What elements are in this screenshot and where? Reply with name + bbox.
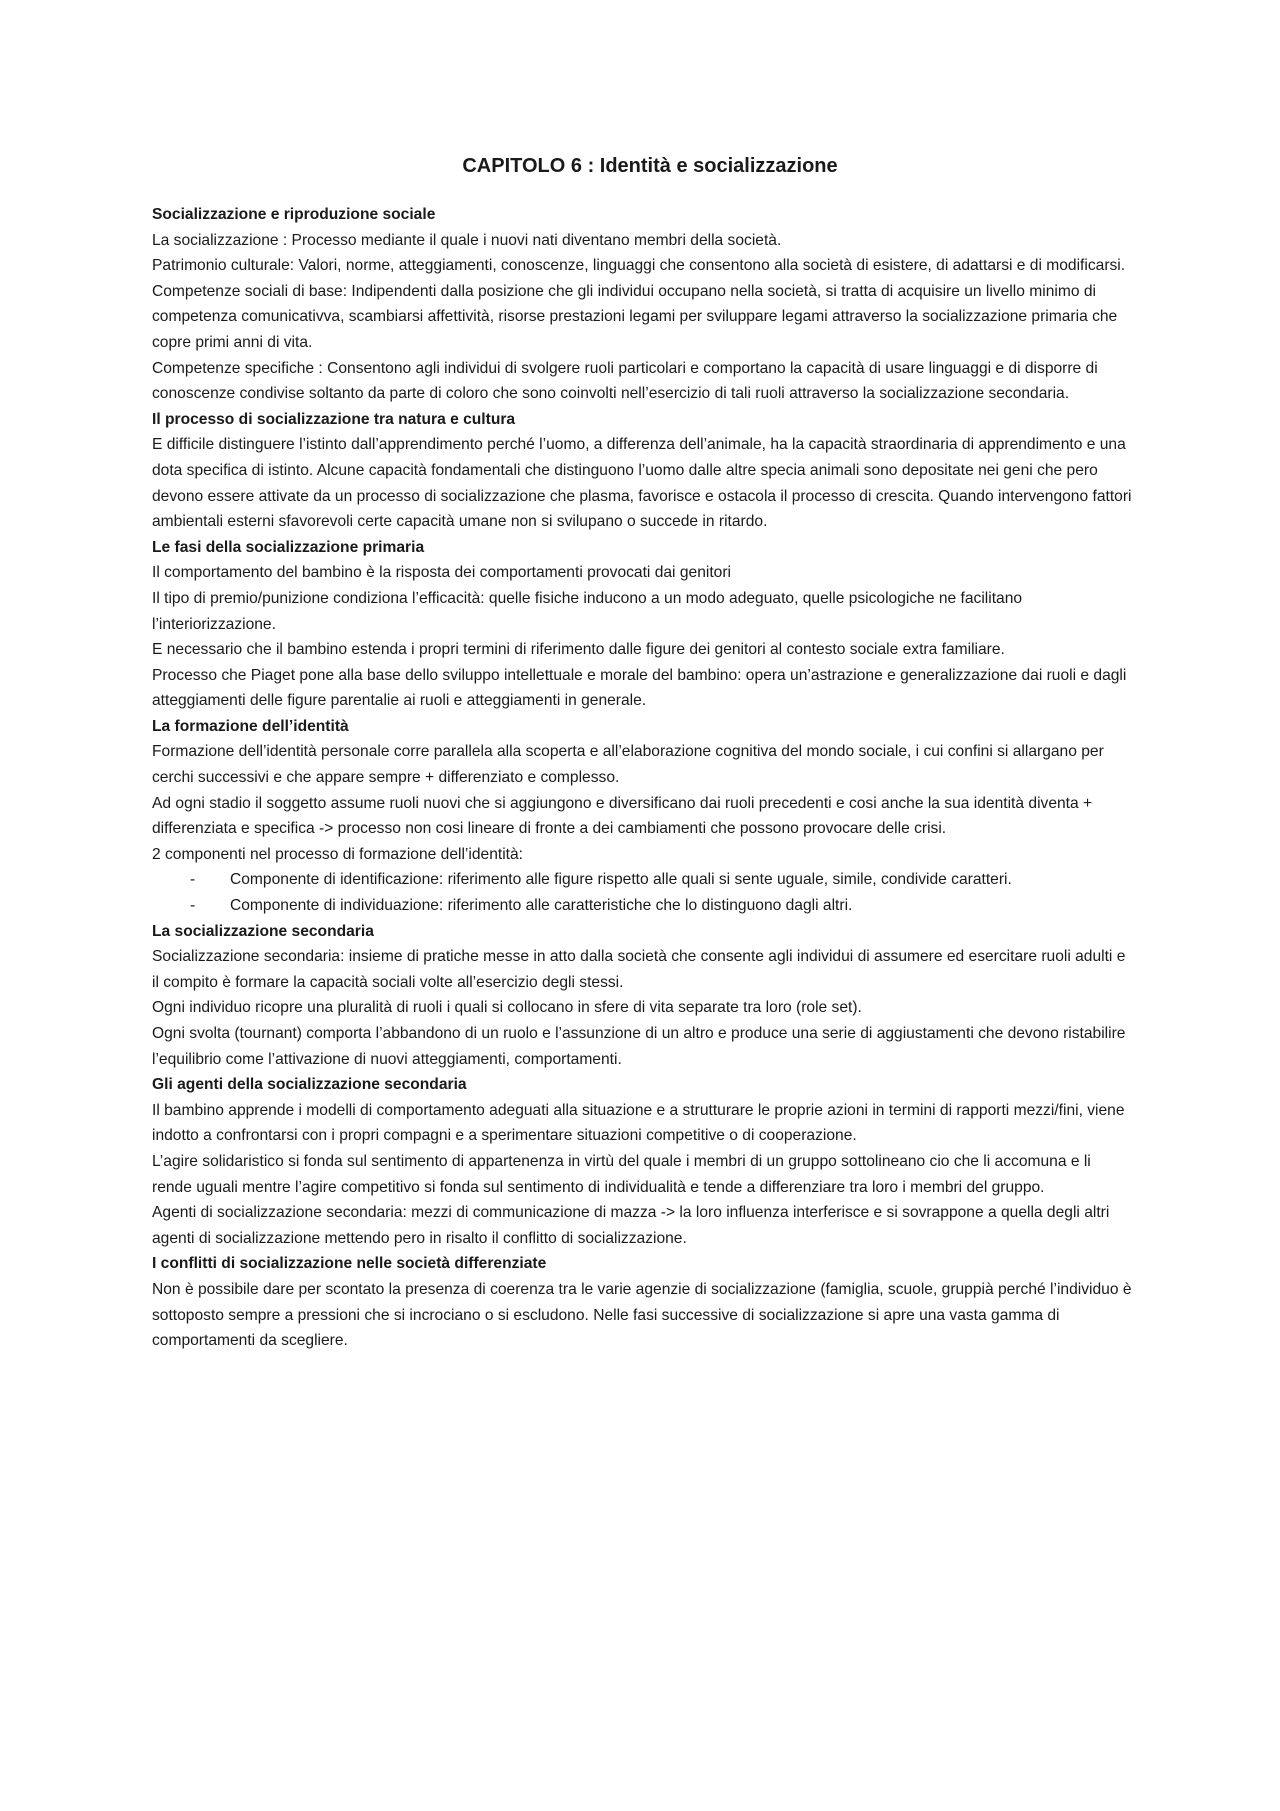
section	[152, 202, 1132, 407]
list-item-text: Componente di identificazione: riferimento alle figure rispetto alle quali si sente uguale, simile, condivide caratteri.	[230, 871, 1012, 889]
paragraph: Il comportamento del bambino è la risposta dei comportamenti provocati dai genitori	[152, 564, 732, 582]
paragraph: Patrimonio culturale: Valori, norme, atteggiamenti, conoscenze, linguaggi che consentono alla società di esistere, di adattarsi e di modificarsi.	[152, 257, 1126, 275]
paragraph: Ogni svolta (tournant) comporta l’abbandono di un ruolo e l’assunzione di un altro e produce una serie di aggiustamenti che devono ristabilire l’equilibrio come l’attivazione di nuovi atteggiamenti, comportamenti.	[152, 1025, 1126, 1068]
section	[152, 919, 1132, 1073]
paragraph: Il tipo di premio/punizione condiziona l’efficacità: quelle fisiche inducono a un modo adeguato, quelle psicologiche ne facilitano l’interiorizzazione.	[152, 589, 1023, 633]
section-heading: I conflitti di socializzazione nelle società differenziate	[152, 1255, 547, 1273]
paragraph: Formazione dell’identità personale corre parallela alla scoperta e all’elaborazione cognitiva del mondo sociale, i cui confini si allargano per cerchi successivi e che appare sempre + differenziato e complesso.	[152, 743, 1104, 787]
page-title: CAPITOLO 6 : Identità e socializzazione	[462, 155, 838, 177]
paragraph: E difficile distinguere l’istinto dall’apprendimento perché l’uomo, a differenza dell’animale, ha la capacità straordinaria di apprendimento e una dota specifica di istinto. Alcune capacità fondamentali che distinguono l’uomo dalle altre specia animali sono depositate nei geni che pero devono essere attivate da un processo di socializzazione che plasma, favorisce e ostacola il processo di crescita. Quando intervengono fattori ambientali esterni sfavorevoli certe capacità umane non si svilupano o succede in ritardo.	[152, 436, 1132, 531]
section-heading: Le fasi della socializzazione primaria	[152, 538, 425, 556]
paragraph: Agenti di socializzazione secondaria: mezzi di communicazione di mazza -> la loro influenza interferisce e si sovrappone a quella degli altri agenti di socializzazione mettendo pero in risalto il conflitto di socializzazione.	[152, 1204, 1110, 1247]
section	[152, 714, 1132, 919]
bullet-marker: -	[190, 871, 196, 889]
section	[152, 1251, 1132, 1353]
section	[152, 1072, 1132, 1251]
list-item	[152, 893, 1132, 919]
list-item	[152, 867, 1132, 893]
bullet-marker: -	[190, 897, 196, 915]
paragraph: Processo che Piaget pone alla base dello sviluppo intellettuale e morale del bambino: opera un’astrazione e generalizzazione dai ruoli e dagli atteggiamenti delle figure parentalie ai ruoli e atteggiamenti in generale.	[152, 666, 1127, 710]
paragraph: L’agire solidaristico si fonda sul sentimento di appartenenza in virtù del quale i membri di un gruppo sottolineano cio che li accomuna e li rende uguali mentre l’agire competitivo si fonda sul sentimento di individualità e tende a differenziare tra loro i membri del gruppo.	[152, 1152, 1091, 1196]
section-heading: Gli agenti della socializzazione secondaria	[152, 1076, 467, 1094]
section	[152, 407, 1132, 535]
paragraph: E necessario che il bambino estenda i propri termini di riferimento dalle figure dei genitori al contesto sociale extra familiare.	[152, 641, 1005, 659]
paragraph: Il bambino apprende i modelli di comportamento adeguati alla situazione e a strutturare le proprie azioni in termini di rapporti mezzi/fini, viene indotto a confrontarsi con i propri compagni e a sperimentare situazioni competitive o di cooperazione.	[152, 1101, 1125, 1145]
document-page	[152, 152, 1132, 1354]
section-heading: La socializzazione secondaria	[152, 922, 374, 940]
list-item-text: Componente di individuazione: riferimento alle caratteristiche che lo distinguono dagli altri.	[230, 897, 853, 915]
bullet-list	[152, 867, 1132, 918]
paragraph: Ogni individuo ricopre una pluralità di ruoli i quali si collocano in sfere di vita separate tra loro (role set).	[152, 999, 862, 1017]
paragraph: 2 componenti nel processo di formazione dell’identità:	[152, 845, 523, 863]
paragraph: Competenze sociali di base: Indipendenti dalla posizione che gli individui occupano nella società, si tratta di acquisire un livello minimo di competenza comunicativva, scambiarsi affettività, risorse prestazioni legami per sviluppare legami attraverso la socializzazione primaria che copre primi anni di vita.	[152, 282, 1118, 351]
paragraph: Socializzazione secondaria: insieme di pratiche messe in atto dalla società che consente agli individui di assumere ed esercitare ruoli adulti e il compito è formare la capacità sociali volte all’esercizio degli stessi.	[152, 948, 1126, 991]
paragraph: Non è possibile dare per scontato la presenza di coerenza tra le varie agenzie di socializzazione (famiglia, scuole, gruppià perché l’individuo è sottoposto sempre a pressioni che si incrociano o si escludono. Nelle fasi successive di socializzazione si apre una vasta gamma di comportamenti da scegliere.	[152, 1280, 1132, 1350]
paragraph: La socializzazione : Processo mediante il quale i nuovi nati diventano membri della società.	[152, 231, 782, 249]
section-heading: Socializzazione e riproduzione sociale	[152, 206, 436, 223]
section-heading: La formazione dell’identità	[152, 717, 349, 735]
section-heading: Il processo di socializzazione tra natura e cultura	[152, 410, 516, 428]
section	[152, 535, 1132, 714]
paragraph: Ad ogni stadio il soggetto assume ruoli nuovi che si aggiungono e diversificano dai ruoli precedenti e cosi anche la sua identità diventa + differenziata e specifica -> processo non cosi lineare di fronte a dei cambiamenti che possono provocare delle crisi.	[152, 794, 1093, 838]
paragraph: Competenze specifiche : Consentono agli individui di svolgere ruoli particolari e comportano la capacità di usare linguaggi e di disporre di conoscenze condivise soltanto da parte di coloro che sono coinvolti nell’esercizio di tali ruoli attraverso la socializzazione secondaria.	[152, 359, 1098, 403]
